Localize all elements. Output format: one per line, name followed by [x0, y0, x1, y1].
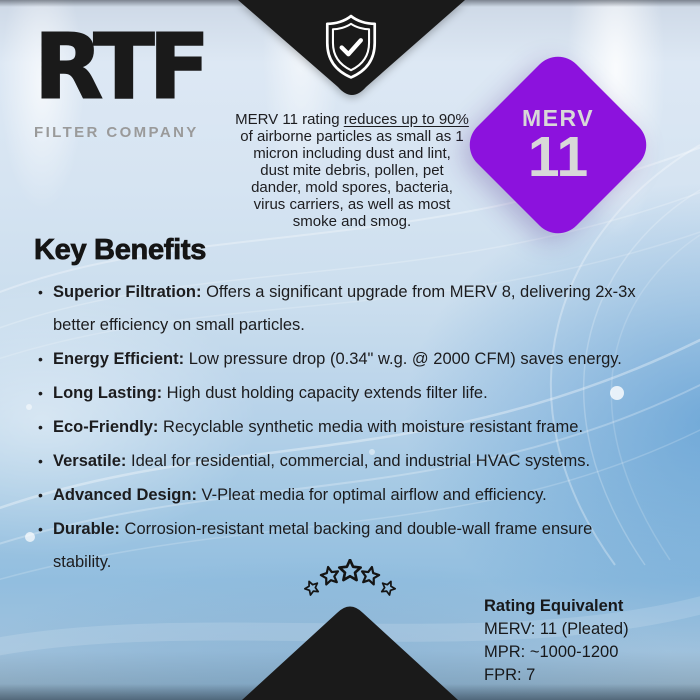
merv-description: [229, 111, 475, 230]
star-icon: [379, 579, 397, 596]
benefit-title: Advanced Design:: [53, 486, 197, 504]
brand-logo-subtext: FILTER COMPANY: [34, 124, 199, 141]
rating-heading: Rating Equivalent: [484, 597, 624, 615]
rating-equivalent: [484, 595, 629, 687]
description-line: micron including dust and lint,: [253, 145, 451, 162]
description-underlined: reduces up to 90%: [343, 111, 469, 128]
merv-badge-label: MERV: [521, 104, 595, 131]
star-icon: [360, 565, 381, 585]
rating-line-merv: MERV: 11 (Pleated): [484, 620, 629, 638]
benefit-text: V-Pleat media for optimal airflow and efficiency.: [201, 486, 547, 504]
benefit-item: [36, 445, 642, 478]
star-icon: [320, 565, 341, 585]
rating-line-mpr: MPR: ~1000-1200: [484, 643, 619, 661]
benefit-title: Durable:: [53, 520, 120, 538]
benefits-list: [36, 276, 642, 580]
brand-logo-text: RTF: [34, 15, 205, 120]
key-benefits-heading: Key Benefits: [34, 234, 207, 266]
benefit-title: Long Lasting:: [53, 384, 163, 402]
five-stars-icon: [297, 559, 403, 601]
benefit-title: Superior Filtration:: [53, 283, 202, 301]
star-icon: [303, 579, 321, 596]
benefit-item: [36, 377, 642, 410]
description-lead: MERV 11 rating: [235, 111, 344, 128]
benefit-item: [36, 343, 642, 376]
benefit-text: Offers a significant upgrade from MERV 8, delivering 2x-3x better efficiency on small particles.: [53, 283, 636, 334]
rating-line-fpr: FPR: 7: [484, 666, 536, 684]
benefit-text: Low pressure drop (0.34" w.g. @ 2000 CFM) saves energy.: [188, 350, 622, 368]
benefit-text: Recyclable synthetic media with moisture resistant frame.: [163, 418, 584, 436]
benefit-text: Corrosion-resistant metal backing and double-wall frame ensure stability.: [53, 520, 593, 571]
description-line: smoke and smog.: [292, 213, 412, 230]
star-icon: [339, 560, 360, 580]
benefit-text: High dust holding capacity extends filter life.: [166, 384, 488, 402]
benefit-item: [36, 411, 642, 444]
description-line: of airborne particles as small as 1: [240, 128, 464, 145]
benefit-title: Energy Efficient:: [53, 350, 185, 368]
merv-badge-value: 11: [527, 124, 589, 189]
benefit-text: Ideal for residential, commercial, and industrial HVAC systems.: [130, 452, 591, 470]
benefit-title: Versatile:: [53, 452, 127, 470]
description-line: dust mite debris, pollen, pet: [260, 162, 444, 179]
benefit-item: [36, 479, 642, 512]
shield-check-icon: [322, 14, 380, 80]
benefit-title: Eco-Friendly:: [53, 418, 159, 436]
description-line: virus carriers, as well as most: [253, 196, 451, 213]
benefit-item: [36, 276, 642, 342]
description-line: dander, mold spores, bacteria,: [251, 179, 453, 196]
